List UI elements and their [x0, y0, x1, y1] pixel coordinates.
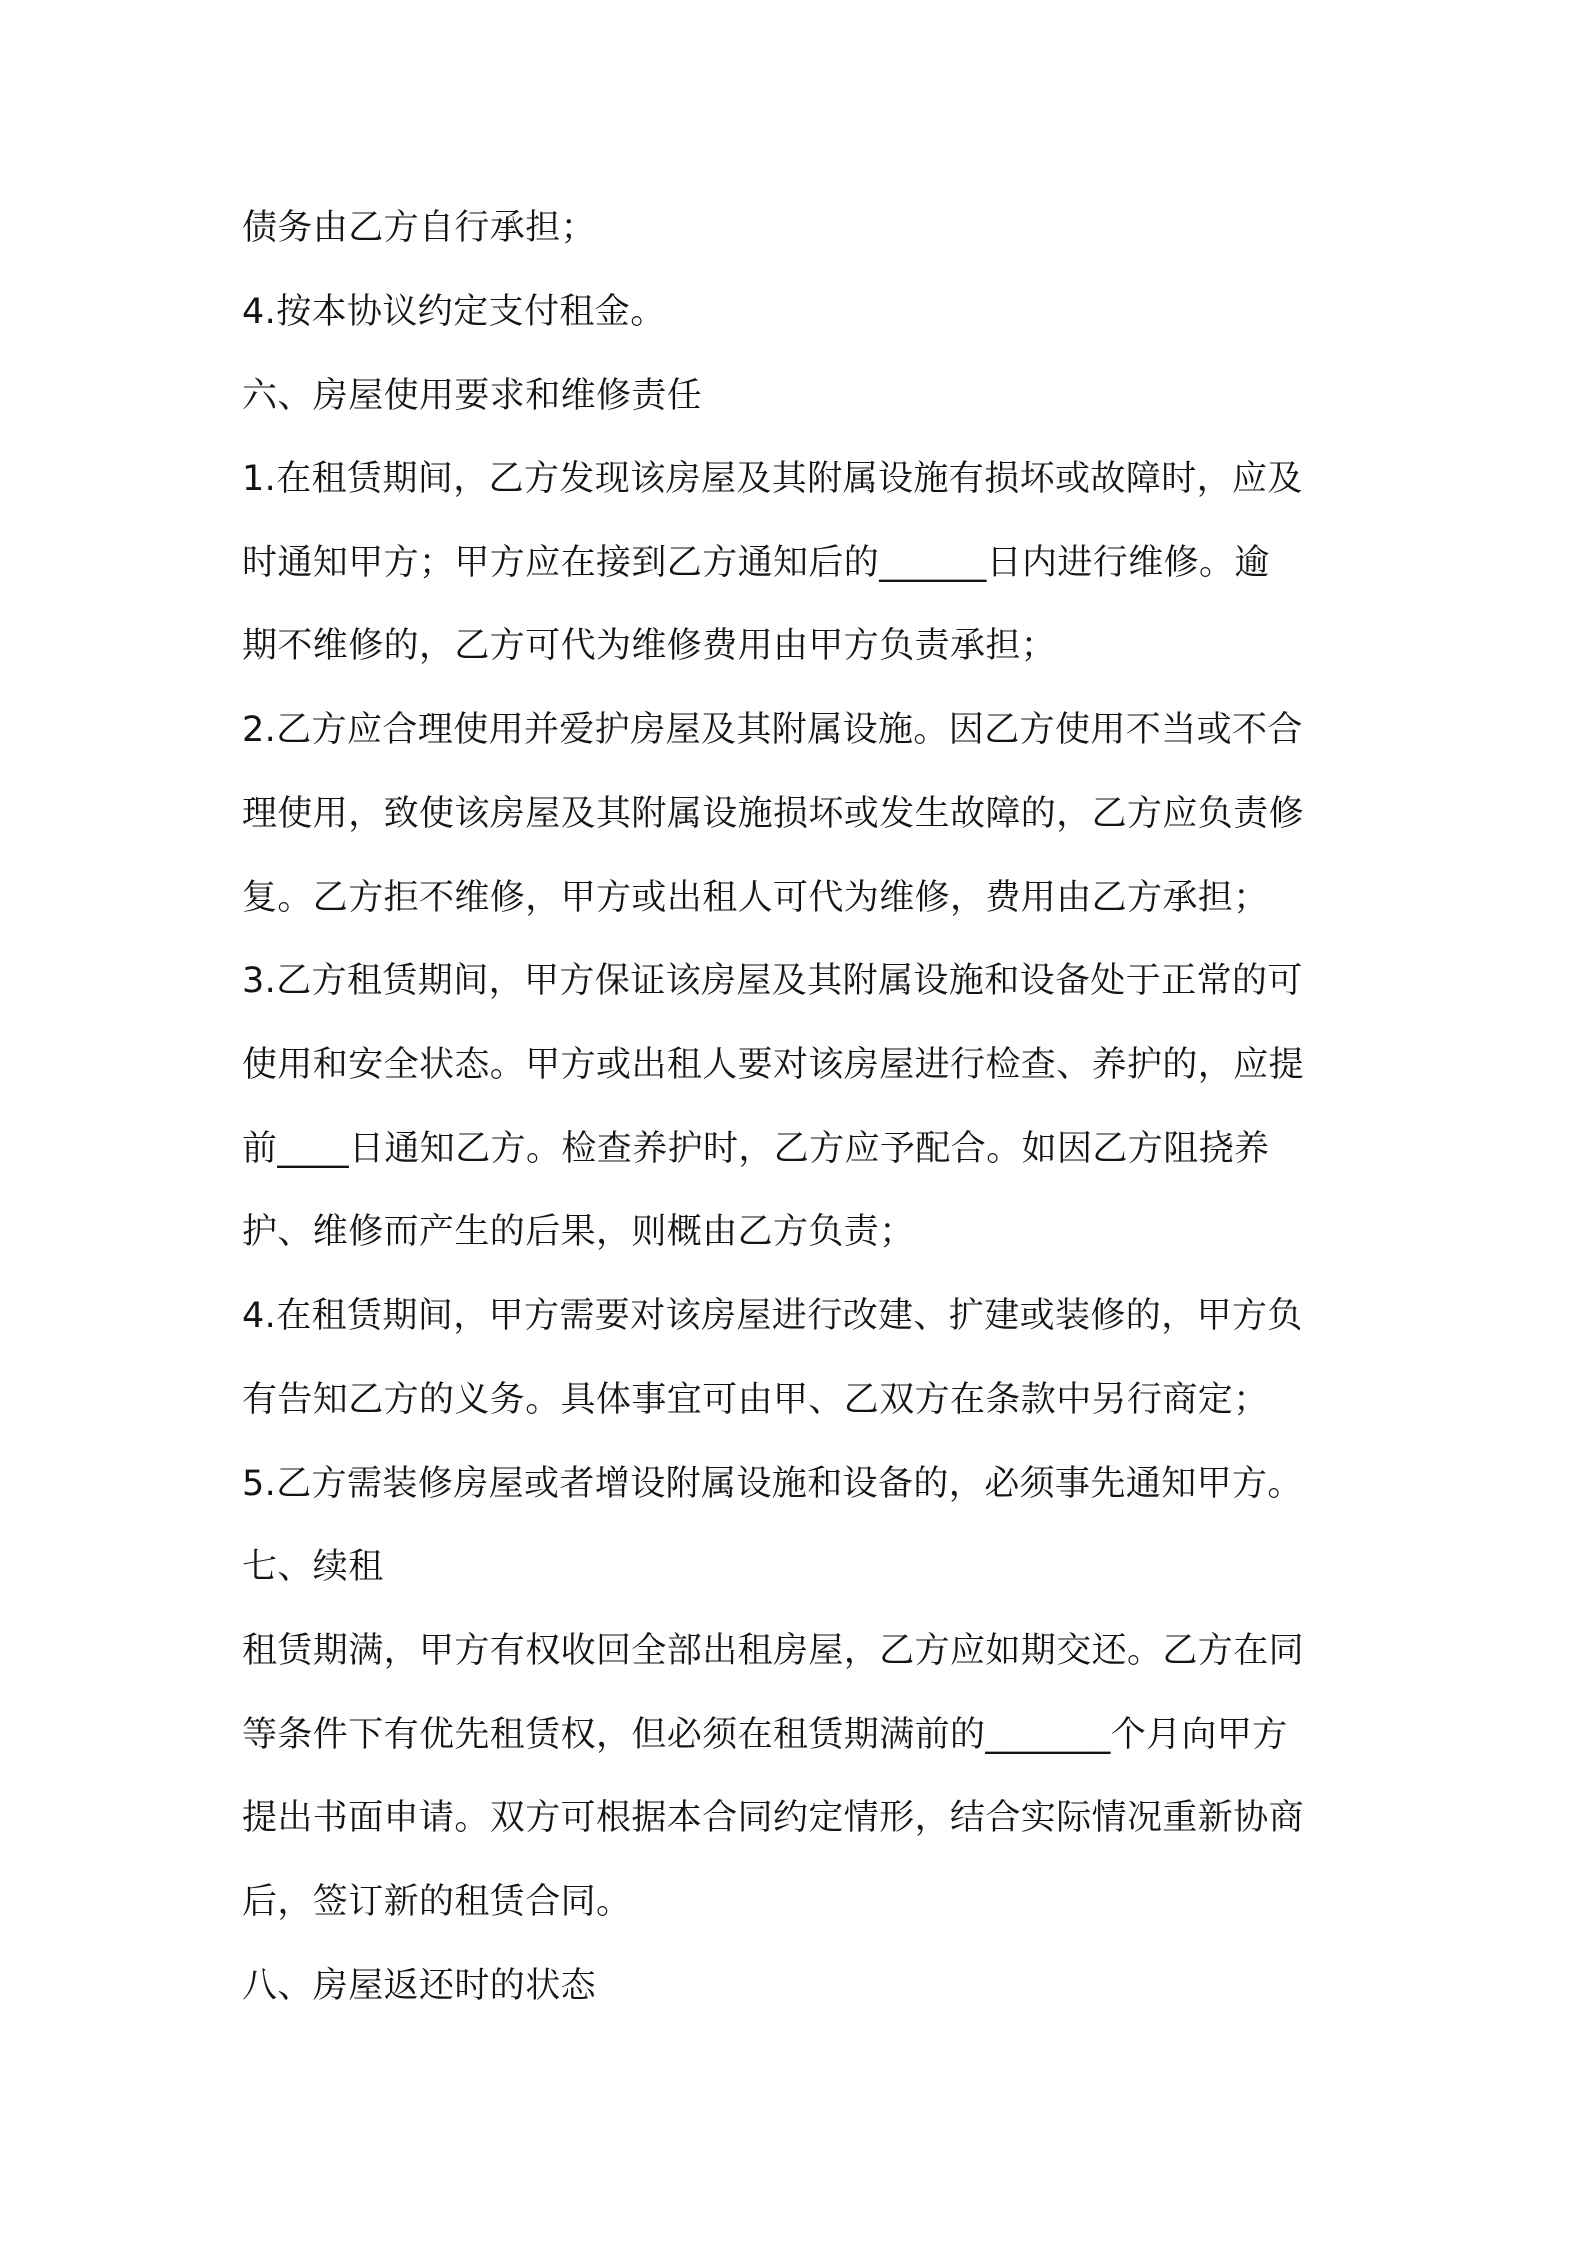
text-line: 3.乙方租赁期间，甲方保证该房屋及其附属设施和设备处于正常的可: [242, 961, 1303, 1001]
text-line: 提出书面申请。双方可根据本合同约定情形，结合实际情况重新协商: [242, 1798, 1305, 1838]
text-line: 2.乙方应合理使用并爱护房屋及其附属设施。因乙方使用不当或不合: [242, 710, 1303, 750]
text-line: 租赁期满，甲方有权收回全部出租房屋，乙方应如期交还。乙方在同: [242, 1631, 1305, 1671]
section-heading: 八、房屋返还时的状态: [242, 1966, 597, 2006]
text-line: 等条件下有优先租赁权，但必须在租赁期满前的_______个月向甲方: [242, 1715, 1288, 1755]
section-heading: 六、房屋使用要求和维修责任: [242, 376, 703, 416]
text-line: 5.乙方需装修房屋或者增设附属设施和设备的，必须事先通知甲方。: [242, 1464, 1303, 1504]
text-line: 理使用，致使该房屋及其附属设施损坏或发生故障的，乙方应负责修: [242, 794, 1305, 834]
text-line: 4.按本协议约定支付租金。: [242, 292, 666, 332]
section-heading: 七、续租: [242, 1547, 384, 1587]
text-line: 期不维修的，乙方可代为维修费用由甲方负责承担；: [242, 626, 1057, 666]
text-line: 有告知乙方的义务。具体事宜可由甲、乙双方在条款中另行商定；: [242, 1380, 1269, 1420]
text-line: 复。乙方拒不维修，甲方或出租人可代为维修，费用由乙方承担；: [242, 878, 1269, 918]
text-line: 后，签订新的租赁合同。: [242, 1882, 632, 1922]
text-line: 1.在租赁期间，乙方发现该房屋及其附属设施有损坏或故障时，应及: [242, 459, 1303, 499]
text-line: 债务由乙方自行承担；: [242, 208, 597, 248]
text-line: 时通知甲方；甲方应在接到乙方通知后的______日内进行维修。逾: [242, 543, 1270, 583]
text-line: 护、维修而产生的后果，则概由乙方负责；: [242, 1212, 915, 1252]
text-line: 4.在租赁期间，甲方需要对该房屋进行改建、扩建或装修的，甲方负: [242, 1296, 1303, 1336]
text-line: 前____日通知乙方。检查养护时，乙方应予配合。如因乙方阻挠养: [242, 1129, 1270, 1169]
text-line: 使用和安全状态。甲方或出租人要对该房屋进行检查、养护的，应提: [242, 1045, 1305, 1085]
